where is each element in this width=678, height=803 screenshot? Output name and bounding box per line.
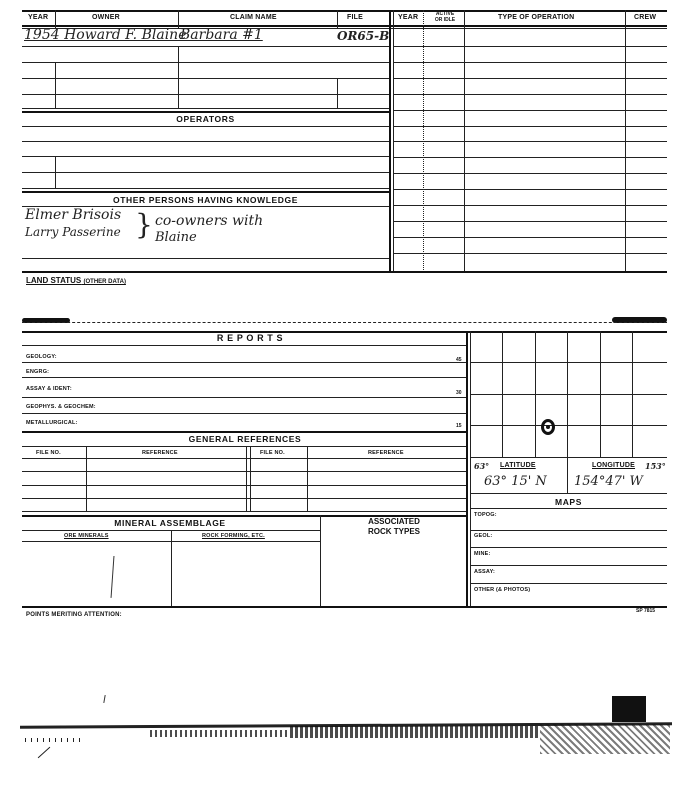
points-meriting-attention: POINTS MERITING ATTENTION: xyxy=(26,612,122,618)
engrg-label: ENGRG: xyxy=(26,369,50,375)
form-number: SP 7815 xyxy=(636,608,656,614)
operators-title: OPERATORS xyxy=(176,114,235,124)
geology-label: GEOLOGY: xyxy=(26,354,57,360)
mineral-assemblage-title: MINERAL ASSEMBLAGE xyxy=(114,518,226,528)
land-status-text: LAND STATUS xyxy=(26,276,82,285)
reports-title: R E P O R T S xyxy=(216,333,284,343)
ref-reference-1: REFERENCE xyxy=(142,450,178,456)
header-crew: CREW xyxy=(634,14,657,21)
maps-topog: TOPOG: xyxy=(474,512,497,518)
header-owner: OWNER xyxy=(92,14,120,21)
header-idle-label: OR IDLE xyxy=(434,17,456,23)
maps-mine: MINE: xyxy=(474,551,491,557)
handwritten-note-1: co-owners with xyxy=(155,213,264,229)
header-type-of-operation: TYPE OF OPERATION xyxy=(498,14,575,21)
header-file: FILE xyxy=(347,14,363,21)
longitude-value: 154°47' W xyxy=(574,474,643,489)
longitude-label: LONGITUDE xyxy=(592,462,636,469)
tick-30: 30 xyxy=(456,390,462,396)
latitude-value: 63° 15' N xyxy=(484,474,547,489)
land-status-sub: (OTHER DATA) xyxy=(83,279,126,285)
assay-ident-label: ASSAY & IDENT: xyxy=(26,386,72,392)
metallurgical-label: METALLURGICAL: xyxy=(26,420,78,426)
handwritten-claim-name: Barbara #1 xyxy=(180,27,263,43)
handwritten-file: OR65-B xyxy=(337,29,390,43)
geophys-label: GEOPHYS. & GEOCHEM: xyxy=(26,404,96,410)
header-active-label: ACTIVE xyxy=(435,11,455,17)
handwritten-stroke xyxy=(111,556,117,598)
location-marker-dot-icon xyxy=(546,425,550,429)
tick-15: 15 xyxy=(456,423,462,429)
header-year: YEAR xyxy=(28,14,49,21)
rock-forming-label: ROCK FORMING, ETC. xyxy=(202,533,265,539)
rock-types-label: ROCK TYPES xyxy=(367,527,420,536)
handwritten-bracket: } xyxy=(135,208,153,241)
lat-prefix: 63° xyxy=(474,461,490,471)
lon-suffix: 153° xyxy=(645,461,666,471)
ref-reference-2: REFERENCE xyxy=(368,450,404,456)
handwritten-note-2: Blaine xyxy=(155,230,197,245)
handwritten-owner: 1954 Howard F. Blaine xyxy=(24,27,187,43)
maps-other: OTHER (& PHOTOS) xyxy=(474,587,531,593)
associated-label: ASSOCIATED xyxy=(368,517,420,526)
maps-geol: GEOL: xyxy=(474,533,493,539)
header-active-or-idle xyxy=(428,11,462,23)
maps-title: MAPS xyxy=(555,497,582,507)
general-references-title: GENERAL REFERENCES xyxy=(188,434,302,444)
handwritten-name-2: Larry Passerine xyxy=(25,225,121,239)
header-claim-name: CLAIM NAME xyxy=(230,14,277,21)
header-ops-year: YEAR xyxy=(398,14,419,21)
tick-45: 45 xyxy=(456,357,462,363)
ore-minerals-label: ORE MINERALS xyxy=(64,533,109,539)
land-status-label xyxy=(26,276,126,285)
handwritten-name-1: Elmer Brisois xyxy=(25,207,122,223)
ref-file-no-1: FILE NO. xyxy=(36,450,61,456)
ref-file-no-2: FILE NO. xyxy=(260,450,285,456)
latitude-label: LATITUDE xyxy=(500,462,536,469)
other-persons-title: OTHER PERSONS HAVING KNOWLEDGE xyxy=(112,195,299,205)
associated-rock-types xyxy=(322,517,466,537)
maps-assay: ASSAY: xyxy=(474,569,496,575)
